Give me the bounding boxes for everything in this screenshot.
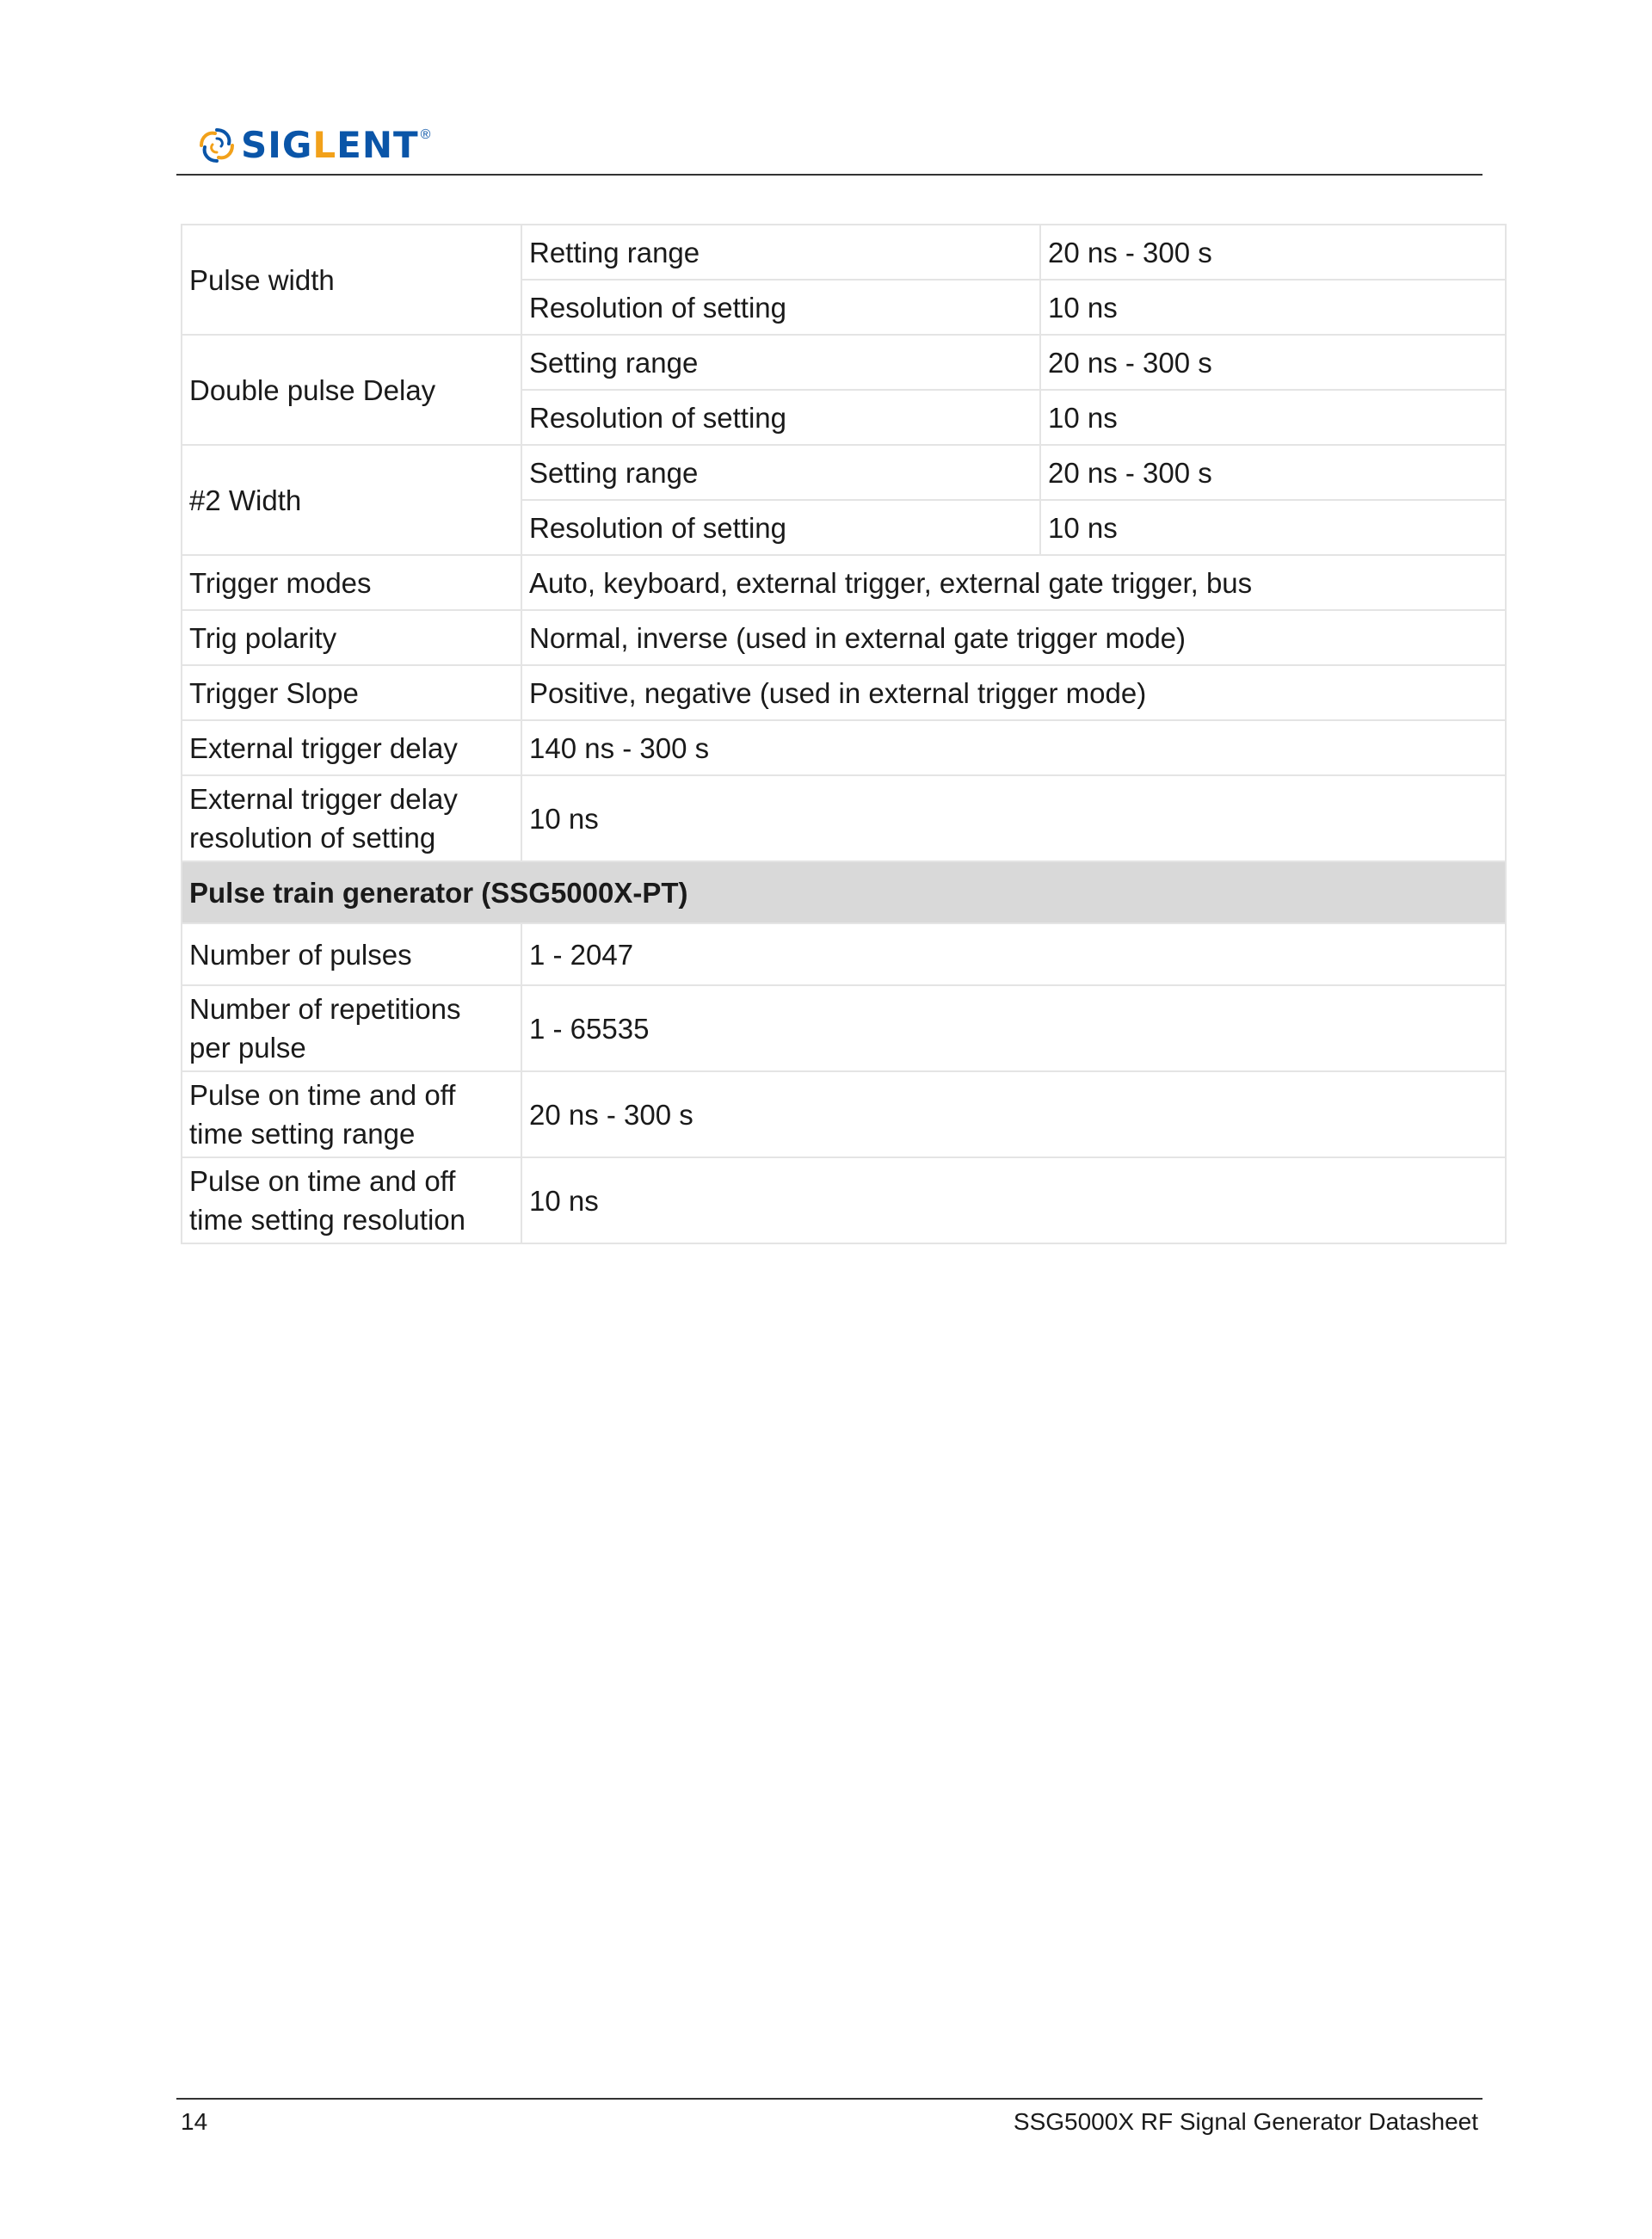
section-title: Pulse train generator (SSG5000X-PT) bbox=[182, 861, 1506, 923]
logo-wordmark: SIGLENT bbox=[241, 124, 419, 166]
table-row bbox=[182, 1157, 1506, 1243]
value-cell: 20 ns - 300 s bbox=[1040, 335, 1506, 390]
table-row bbox=[182, 225, 1506, 280]
sub-param-cell: Setting range bbox=[521, 445, 1040, 500]
param-line: External trigger delay bbox=[189, 783, 458, 815]
value-cell: 10 ns bbox=[521, 1157, 1506, 1243]
value-cell: 20 ns - 300 s bbox=[521, 1071, 1506, 1157]
value-cell: 140 ns - 300 s bbox=[521, 720, 1506, 775]
sub-param-cell: Resolution of setting bbox=[521, 390, 1040, 445]
param-cell: Trigger modes bbox=[182, 555, 521, 610]
param-cell: Number of pulses bbox=[182, 923, 521, 985]
registered-mark: ® bbox=[420, 127, 431, 142]
table-row bbox=[182, 445, 1506, 500]
param-line: Pulse on time and off bbox=[189, 1079, 456, 1111]
siglent-logo bbox=[198, 124, 430, 167]
param-cell bbox=[182, 985, 521, 1071]
param-cell: Pulse width bbox=[182, 225, 521, 335]
value-cell: 1 - 65535 bbox=[521, 985, 1506, 1071]
param-line: per pulse bbox=[189, 1032, 306, 1064]
value-cell: Auto, keyboard, external trigger, external gate trigger, bus bbox=[521, 555, 1506, 610]
param-line: Number of repetitions bbox=[189, 993, 461, 1025]
param-cell: Trig polarity bbox=[182, 610, 521, 665]
table-row bbox=[182, 775, 1506, 861]
sub-param-cell: Setting range bbox=[521, 335, 1040, 390]
param-line: resolution of setting bbox=[189, 822, 436, 854]
table-row bbox=[182, 665, 1506, 720]
sub-param-cell: Retting range bbox=[521, 225, 1040, 280]
section-header-row bbox=[182, 861, 1506, 923]
value-cell: 20 ns - 300 s bbox=[1040, 445, 1506, 500]
param-line: time setting range bbox=[189, 1118, 416, 1150]
param-cell: External trigger delay bbox=[182, 720, 521, 775]
table-row bbox=[182, 1071, 1506, 1157]
page-header bbox=[176, 119, 1482, 176]
table-row bbox=[182, 335, 1506, 390]
value-cell: Normal, inverse (used in external gate trigger mode) bbox=[521, 610, 1506, 665]
document-title: SSG5000X RF Signal Generator Datasheet bbox=[1013, 2108, 1478, 2135]
value-cell: 20 ns - 300 s bbox=[1040, 225, 1506, 280]
param-line: Pulse on time and off bbox=[189, 1165, 456, 1197]
spec-table bbox=[181, 224, 1507, 1244]
table-row bbox=[182, 985, 1506, 1071]
value-cell: Positive, negative (used in external trigger mode) bbox=[521, 665, 1506, 720]
value-cell: 10 ns bbox=[1040, 390, 1506, 445]
sub-param-cell: Resolution of setting bbox=[521, 280, 1040, 335]
table-row bbox=[182, 555, 1506, 610]
value-cell: 1 - 2047 bbox=[521, 923, 1506, 985]
value-cell: 10 ns bbox=[1040, 500, 1506, 555]
param-cell: #2 Width bbox=[182, 445, 521, 555]
table-row bbox=[182, 923, 1506, 985]
param-cell: Trigger Slope bbox=[182, 665, 521, 720]
siglent-swirl-icon bbox=[198, 126, 236, 164]
param-cell: Double pulse Delay bbox=[182, 335, 521, 445]
value-cell: 10 ns bbox=[1040, 280, 1506, 335]
page-number: 14 bbox=[181, 2108, 208, 2135]
sub-param-cell: Resolution of setting bbox=[521, 500, 1040, 555]
param-line: time setting resolution bbox=[189, 1204, 465, 1236]
page-footer bbox=[176, 2098, 1482, 2135]
param-cell bbox=[182, 1071, 521, 1157]
table-row bbox=[182, 610, 1506, 665]
table-row bbox=[182, 720, 1506, 775]
param-cell bbox=[182, 1157, 521, 1243]
value-cell: 10 ns bbox=[521, 775, 1506, 861]
param-cell bbox=[182, 775, 521, 861]
